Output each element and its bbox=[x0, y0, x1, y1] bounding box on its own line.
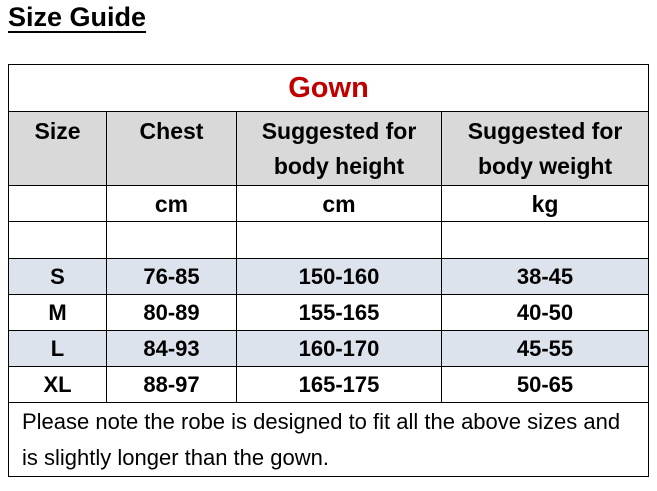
unit-weight: kg bbox=[442, 186, 649, 222]
weight-cell: 50-65 bbox=[442, 367, 649, 403]
size-table bbox=[8, 64, 649, 477]
height-cell: 160-170 bbox=[237, 331, 442, 367]
blank-cell bbox=[237, 222, 442, 259]
header-body-weight: Suggested for body weight bbox=[442, 112, 649, 186]
note-row bbox=[9, 403, 649, 477]
size-cell: L bbox=[9, 331, 107, 367]
height-cell: 165-175 bbox=[237, 367, 442, 403]
size-cell: XL bbox=[9, 367, 107, 403]
table-row bbox=[9, 331, 649, 367]
header-size: Size bbox=[9, 112, 107, 186]
unit-height: cm bbox=[237, 186, 442, 222]
weight-cell: 38-45 bbox=[442, 259, 649, 295]
size-note: Please note the robe is designed to fit all the above sizes and is slightly longer than the gown. bbox=[9, 403, 649, 477]
chest-cell: 88-97 bbox=[107, 367, 237, 403]
unit-size bbox=[9, 186, 107, 222]
table-row bbox=[9, 295, 649, 331]
blank-cell bbox=[107, 222, 237, 259]
chest-cell: 80-89 bbox=[107, 295, 237, 331]
table-row bbox=[9, 259, 649, 295]
unit-chest: cm bbox=[107, 186, 237, 222]
blank-row bbox=[9, 222, 649, 259]
units-row bbox=[9, 186, 649, 222]
blank-cell bbox=[442, 222, 649, 259]
page-title: Size Guide bbox=[8, 2, 147, 32]
height-cell: 150-160 bbox=[237, 259, 442, 295]
header-row bbox=[9, 112, 649, 186]
size-cell: M bbox=[9, 295, 107, 331]
table-title-row bbox=[9, 65, 649, 112]
size-cell: S bbox=[9, 259, 107, 295]
header-chest: Chest bbox=[107, 112, 237, 186]
table-row bbox=[9, 367, 649, 403]
blank-cell bbox=[9, 222, 107, 259]
chest-cell: 76-85 bbox=[107, 259, 237, 295]
weight-cell: 45-55 bbox=[442, 331, 649, 367]
header-body-height: Suggested for body height bbox=[237, 112, 442, 186]
weight-cell: 40-50 bbox=[442, 295, 649, 331]
chest-cell: 84-93 bbox=[107, 331, 237, 367]
table-title: Gown bbox=[9, 65, 649, 112]
height-cell: 155-165 bbox=[237, 295, 442, 331]
